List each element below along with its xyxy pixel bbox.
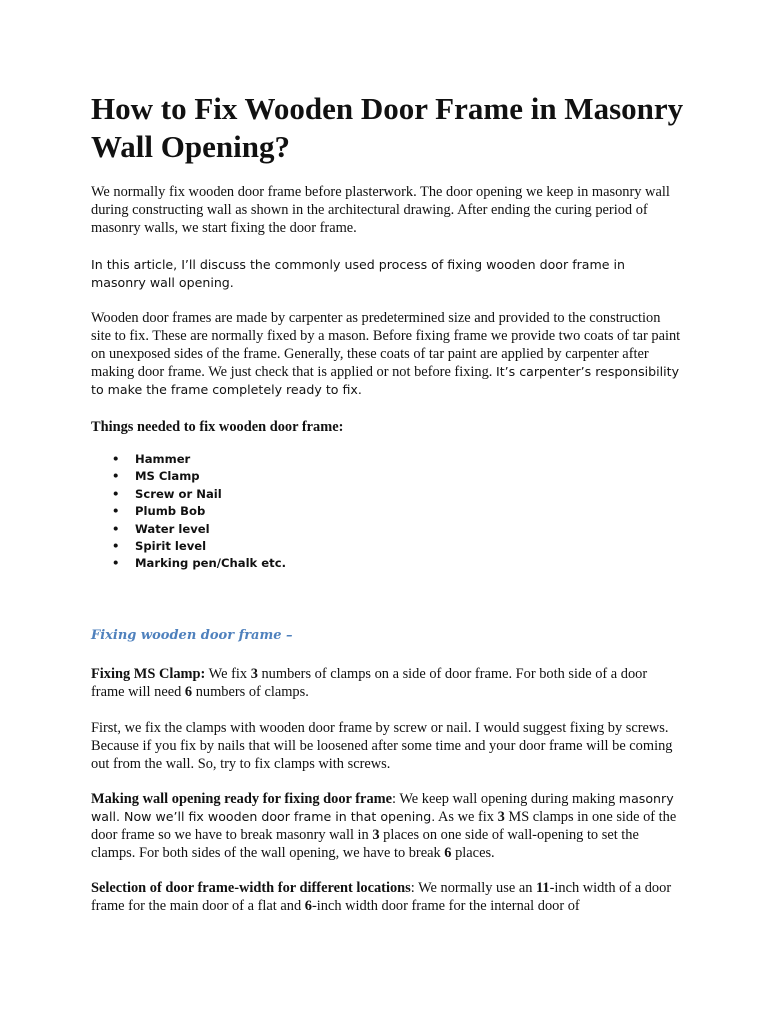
opening-text-3: As we fix bbox=[435, 809, 498, 825]
opening-text-6: places. bbox=[451, 845, 495, 861]
frames-paragraph-tail: It’s carpenter’s responsibility to make the frame completely ready to fix. bbox=[91, 364, 680, 397]
list-item: • Plumb Bob bbox=[91, 503, 681, 520]
opening-text-5: places on one side of wall-opening to set the clamps. For both sides of the wall opening, we have to break bbox=[91, 827, 639, 861]
opening-paragraph bbox=[91, 790, 681, 862]
opening-number-1: 3 bbox=[497, 809, 505, 825]
opening-text-1: : We keep wall opening during making bbox=[392, 791, 619, 807]
clamp-number-1: 3 bbox=[250, 666, 258, 682]
list-item: • Spirit level bbox=[91, 538, 681, 555]
clamp-paragraph bbox=[91, 665, 681, 701]
selection-text-1: : We normally use an bbox=[410, 880, 537, 896]
section-heading: Fixing wooden door frame – bbox=[91, 628, 293, 643]
clamp-label: Fixing MS Clamp: bbox=[91, 666, 206, 682]
selection-label: Selection of door frame-width for different locations bbox=[91, 880, 411, 896]
list-item: • Screw or Nail bbox=[91, 486, 681, 503]
selection-number-1: 11 bbox=[536, 880, 550, 896]
selection-number-2: 6 bbox=[304, 898, 312, 914]
page-title: How to Fix Wooden Door Frame in Masonry Wall Opening? bbox=[91, 91, 684, 164]
opening-text-4: MS clamps in one side of the door frame so we have to break masonry wall in bbox=[91, 809, 677, 843]
clamp-text-1: We fix bbox=[205, 666, 251, 682]
things-heading-text: Things needed to fix wooden door frame: bbox=[91, 419, 344, 435]
opening-label: Making wall opening ready for fixing door frame bbox=[91, 791, 393, 807]
list-item: • Hammer bbox=[91, 451, 681, 468]
clamp-number-2: 6 bbox=[184, 684, 193, 700]
opening-number-2: 3 bbox=[372, 827, 380, 843]
opening-text-2: masonry wall. Now we’ll fix wooden door frame in that opening. bbox=[91, 791, 674, 824]
list-item: • MS Clamp bbox=[91, 468, 681, 485]
opening-number-3: 6 bbox=[444, 845, 452, 861]
selection-paragraph bbox=[91, 879, 681, 915]
frames-paragraph-main: Wooden door frames are made by carpenter as predetermined size and provided to the construction site to fix. These are normally fixed by a mason. Before fixing frame we provide two coats of tar paint on unexposed sides of the frame. Generally, these coats of tar paint are applied by carpenter after making door frame. We just check that is applied or not before fixing. bbox=[91, 310, 681, 380]
clamp-text-3: numbers of clamps. bbox=[192, 684, 309, 700]
selection-text-2: -inch width of a door frame for the main door of a flat and bbox=[91, 880, 672, 914]
selection-text-3: -inch width door frame for the internal door of bbox=[311, 898, 580, 914]
list-item: • Water level bbox=[91, 521, 681, 538]
things-heading bbox=[91, 418, 681, 436]
list-item: • Marking pen/Chalk etc. bbox=[91, 555, 681, 572]
clamp-text-2: numbers of clamps on a side of door frame. For both side of a door frame will need bbox=[91, 666, 648, 700]
article-note-paragraph: In this article, I’ll discuss the commonly used process of fixing wooden door frame in masonry wall opening. bbox=[91, 257, 626, 290]
frames-paragraph bbox=[91, 309, 681, 399]
things-list bbox=[91, 451, 681, 573]
intro-paragraph: We normally fix wooden door frame before plasterwork. The door opening we keep in masonry wall during constructing wall as shown in the architectural drawing. After ending the curing period of masonry walls, we start fixing the door frame. bbox=[91, 184, 670, 236]
screws-paragraph: First, we fix the clamps with wooden door frame by screw or nail. I would suggest fixing by screws. Because if you fix by nails that will be loosened after some time and your door frame will be coming out from the wall. So, try to fix clamps with screws. bbox=[91, 720, 673, 772]
